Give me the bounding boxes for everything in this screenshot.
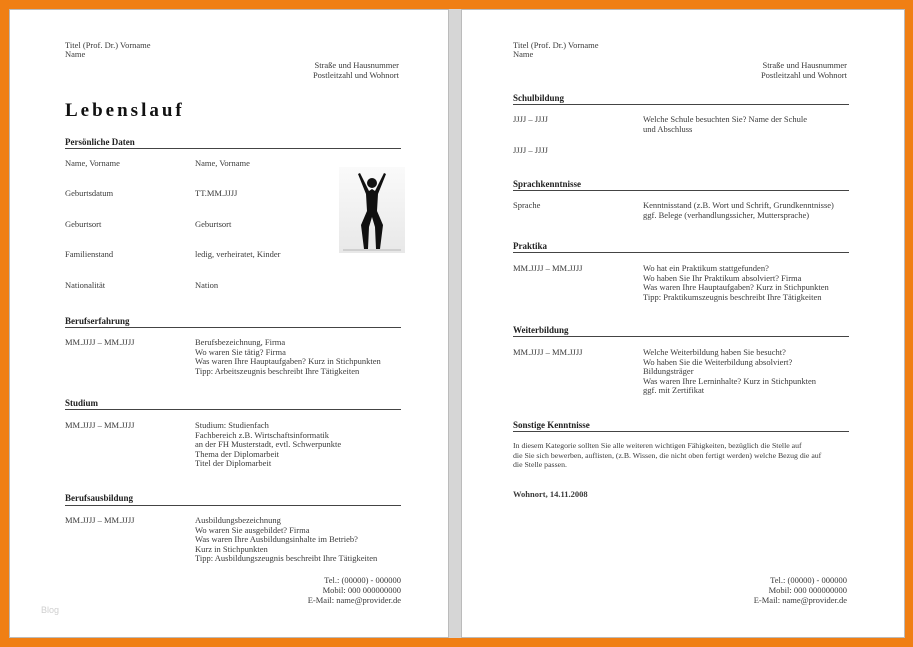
- contact-email: E-Mail: name@provider.de: [307, 595, 401, 605]
- section-rule: [513, 252, 849, 253]
- section-heading: Praktika: [513, 241, 548, 251]
- contact-email: E-Mail: name@provider.de: [753, 595, 847, 605]
- section-rule: [513, 190, 849, 191]
- address-line: Postleitzahl und Wohnort: [760, 70, 847, 80]
- address-line: Straße und Hausnummer: [762, 60, 847, 70]
- cv-page-1: [9, 9, 449, 638]
- field-label: Sprache: [513, 200, 541, 210]
- date-range: MM.JJJJ – MM.JJJJ: [65, 337, 135, 347]
- document-title: Lebenslauf: [65, 100, 185, 121]
- contact-phone: Tel.: (00000) - 000000: [324, 575, 401, 585]
- date-range: JJJJ – JJJJ: [513, 145, 548, 155]
- name-line: Name: [65, 49, 86, 59]
- field-label: Name, Vorname: [65, 158, 120, 168]
- entry-text: Wo hat ein Praktikum stattgefunden? Wo haben Sie Ihr Praktikum absolviert? Firma Was waren Ihre Hauptaufgaben? Kurz in Stichpunkten Tipp: Praktikumszeugnis beschreibt Ihre Tätigkeiten: [643, 263, 829, 302]
- field-label: Geburtsdatum: [65, 188, 114, 198]
- name-line: Name: [513, 49, 534, 59]
- date-range: MM.JJJJ – MM.JJJJ: [513, 263, 583, 273]
- field-label: Familienstand: [65, 249, 114, 259]
- section-heading: Berufsausbildung: [65, 493, 134, 503]
- entry-text: In diesem Kategorie sollten Sie alle weiteren wichtigen Fähigkeiten, bezüglich die Stelle auf die Sie sich bewerben, auflisten, (z.B. Wissen, die nicht oben fertigt werden) welche Bezug die auf die Stelle passen.: [513, 441, 822, 469]
- address-line: Postleitzahl und Wohnort: [312, 70, 399, 80]
- entry-text: Berufsbezeichnung, Firma Wo waren Sie tätig? Firma Was waren Ihre Hauptaufgaben? Kurz in Stichpunkten Tipp: Arbeitszeugnis beschreibt Ihre Tätigkeiten: [195, 337, 381, 376]
- field-value: Geburtsort: [195, 219, 232, 229]
- name-line: Titel (Prof. Dr.) Vorname: [513, 40, 599, 50]
- date-range: MM.JJJJ – MM.JJJJ: [65, 420, 135, 430]
- contact-mobile: Mobil: 000 000000000: [768, 585, 847, 595]
- section-rule: [65, 505, 401, 506]
- date-range: JJJJ – JJJJ: [513, 114, 548, 124]
- watermark: Blog: [41, 605, 60, 615]
- section-heading: Studium: [65, 398, 99, 408]
- section-rule: [65, 148, 401, 149]
- person-silhouette-icon: [339, 167, 405, 253]
- section-rule: [65, 327, 401, 328]
- cv-page-2: [461, 9, 905, 638]
- entry-text: Studium: Studienfach Fachbereich z.B. Wirtschaftsinformatik an der FH Musterstadt, evtl. Schwerpunkte Thema der Diplomarbeit Titel der Diplomarbeit: [195, 420, 342, 468]
- section-heading: Persönliche Daten: [65, 137, 135, 147]
- address-line: Straße und Hausnummer: [314, 60, 399, 70]
- date-range: MM.JJJJ – MM.JJJJ: [513, 347, 583, 357]
- field-value: TT.MM.JJJJ: [195, 188, 238, 198]
- section-rule: [65, 409, 401, 410]
- entry-text: Ausbildungsbezeichnung Wo waren Sie ausgebildet? Firma Was waren Ihre Ausbildungsinhalte im Betrieb? Kurz in Stichpunkten Tipp: Ausbildungszeugnis beschreibt Ihre Tätigkeiten: [195, 515, 378, 563]
- section-rule: [513, 104, 849, 105]
- entry-text: Kenntnisstand (z.B. Wort und Schrift, Grundkenntnisse) ggf. Belege (verhandlungssicher, Muttersprache): [643, 200, 834, 220]
- entry-text: Welche Schule besuchten Sie? Name der Schule und Abschluss: [643, 114, 808, 134]
- entry-text: Welche Weiterbildung haben Sie besucht? Wo haben Sie die Weiterbildung absolviert? Bildungsträger Was waren Ihre Lerninhalte? Kurz in Stichpunkten ggf. mit Zertifikat: [643, 347, 817, 395]
- section-heading: Sonstige Kenntnisse: [513, 420, 590, 430]
- field-value: Name, Vorname: [195, 158, 250, 168]
- section-heading: Berufserfahrung: [65, 316, 130, 326]
- field-value: ledig, verheiratet, Kinder: [195, 249, 281, 259]
- field-label: Geburtsort: [65, 219, 102, 229]
- date-range: MM.JJJJ – MM.JJJJ: [65, 515, 135, 525]
- contact-phone: Tel.: (00000) - 000000: [770, 575, 847, 585]
- section-heading: Weiterbildung: [513, 325, 569, 335]
- page-gutter: [449, 9, 461, 638]
- contact-mobile: Mobil: 000 000000000: [322, 585, 401, 595]
- section-heading: Sprachkenntnisse: [513, 179, 582, 189]
- field-value: Nation: [195, 280, 219, 290]
- section-rule: [513, 431, 849, 432]
- name-line: Titel (Prof. Dr.) Vorname: [65, 40, 151, 50]
- place-date: Wohnort, 14.11.2008: [513, 489, 588, 499]
- section-heading: Schulbildung: [513, 93, 565, 103]
- field-label: Nationalität: [65, 280, 106, 290]
- profile-photo: [339, 167, 405, 253]
- section-rule: [513, 336, 849, 337]
